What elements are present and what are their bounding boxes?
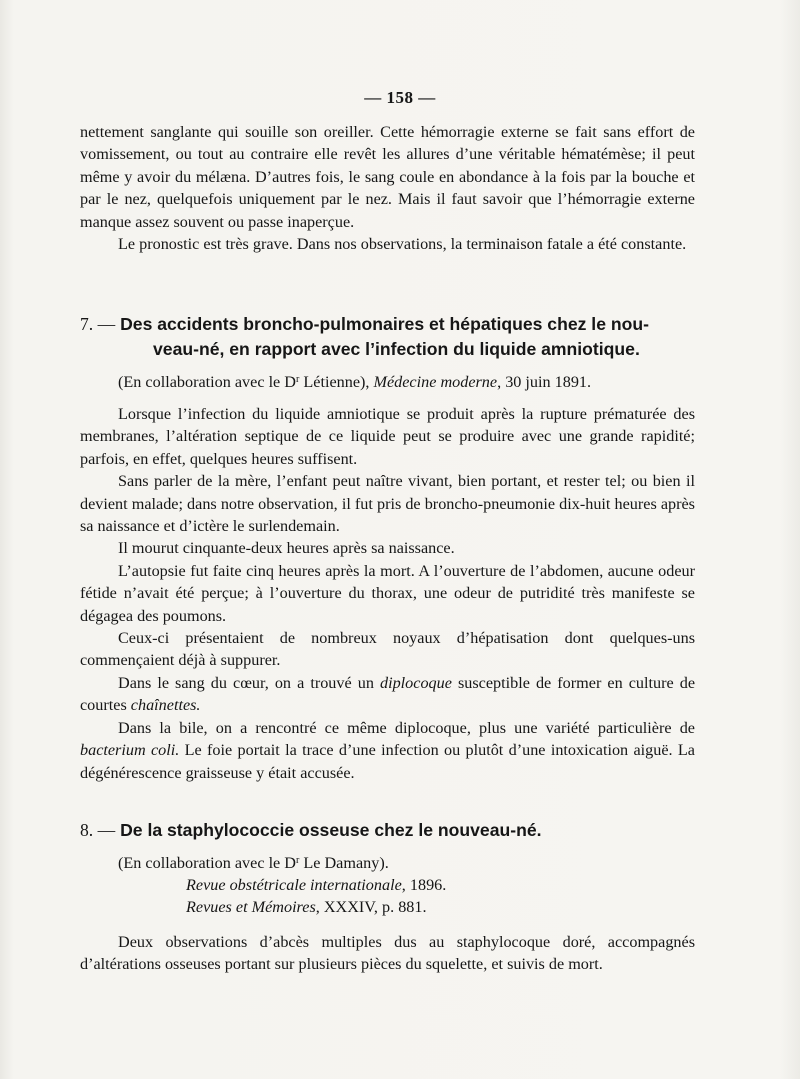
text-run: Dans la bile, on a rencontré ce même diplocoque, plus une variété particulière de	[118, 718, 695, 737]
intro-text	[80, 121, 695, 255]
text-run: Dans le sang du cœur, on a trouvé un	[118, 673, 380, 692]
s7-paragraph: Sans parler de la mère, l’enfant peut naître vivant, bien portant, et rester tel; ou bien il devient malade; dans notre observation, il fut pris de broncho-pneumonie dix-huit heures après sa naissance et d’ictère le surlendemain.	[80, 472, 695, 536]
italic-run: diplocoque	[379, 673, 452, 692]
ref-author: Létienne),	[299, 373, 374, 391]
ref-journal: Revue obstétricale internationale	[186, 876, 402, 894]
s7-paragraph: Lorsque l’infection du liquide amniotique se produit après la rupture prématurée des membranes, l’altération septique de ce liquide peut se produire avec une grande rapidité; parfois, en effet, quelques heures suffisent.	[80, 405, 695, 468]
section-7-number: 7. —	[80, 314, 116, 334]
italic-run: chaînettes.	[130, 696, 201, 715]
ref-sup: r	[295, 855, 300, 866]
intro-paragraph-1: nettement sanglante qui souille son oreiller. Cette hémorragie externe se fait sans effort de vomissement, ou tout au contraire elle revêt les allures d’une véritable hématémèse; il peut même y avoir du mélæna. D’autres fois, le sang coule en abondance à la fois par la bouche et par le nez, quelquefois uniquement par le nez. Mais il faut savoir que l’hémorragie externe manque assez souvent ou passe inaperçue.	[80, 123, 695, 231]
ref-volume: , XXXIV, p. 881.	[315, 898, 427, 916]
ref-author: Le Damany).	[299, 854, 389, 872]
section-8-number: 8. —	[80, 820, 116, 840]
ref-date: , 30 juin 1891.	[497, 373, 592, 391]
intro-paragraph-2: Le pronostic est très grave. Dans nos observations, la terminaison fatale a été constante.	[118, 235, 687, 254]
s7-paragraph: L’autopsie fut faite cinq heures après la mort. A l’ouverture de l’abdomen, aucune odeur fétide n’avait été perçue; à l’ouverture du thorax, une odeur de putridité très manifeste se dégagea des poumons.	[80, 561, 695, 625]
italic-run: bacterium coli.	[80, 741, 180, 760]
s7-paragraph: Ceux-ci présentaient de nombreux noyaux d’hépatisation dont quelques-uns commençaient déjà à suppurer.	[80, 629, 695, 670]
section-8-heading	[80, 818, 700, 843]
s7-paragraph-bile	[80, 717, 695, 784]
ref-journal: Médecine moderne	[373, 373, 498, 391]
s8-paragraph: Deux observations d’abcès multiples dus au staphylocoque doré, accompagnés d’altérations osseuses portant sur plusieurs pièces du squelette, et suivis de mort.	[80, 933, 695, 974]
text-run: Le foie portait la trace d’une infection ou plutôt d’une intoxication aiguë. La dégénérescence graisseuse y était accusée.	[80, 741, 695, 782]
s7-paragraph: Il mourut cinquante-deux heures après sa naissance.	[118, 539, 455, 558]
section-8-title: De la staphylococcie osseuse chez le nouveau-né.	[120, 820, 542, 840]
section-7-heading	[80, 312, 700, 362]
ref-prefix: (En collaboration avec le D	[118, 373, 296, 391]
ref-journal: Revues et Mémoires	[186, 898, 316, 916]
text-run: susceptible de former en culture de courtes	[80, 673, 695, 715]
section-8-body	[80, 931, 695, 976]
ref-line-journal-2	[118, 896, 446, 918]
page-number: — 158 —	[364, 88, 436, 107]
section-8-reference	[118, 850, 446, 918]
section-7-body	[80, 403, 695, 784]
section-7-reference	[118, 369, 591, 393]
section-7-title-line-1: Des accidents broncho-pulmonaires et hépatiques chez le nou-	[120, 314, 649, 334]
ref-sup: r	[295, 374, 300, 385]
ref-year: , 1896.	[401, 876, 447, 894]
s7-paragraph-heart	[80, 672, 695, 717]
ref-prefix: (En collaboration avec le D	[118, 854, 296, 872]
ref-line-journal-1	[118, 874, 446, 896]
section-7-title-line-2: veau-né, en rapport avec l’infection du liquide amniotique.	[153, 339, 640, 359]
